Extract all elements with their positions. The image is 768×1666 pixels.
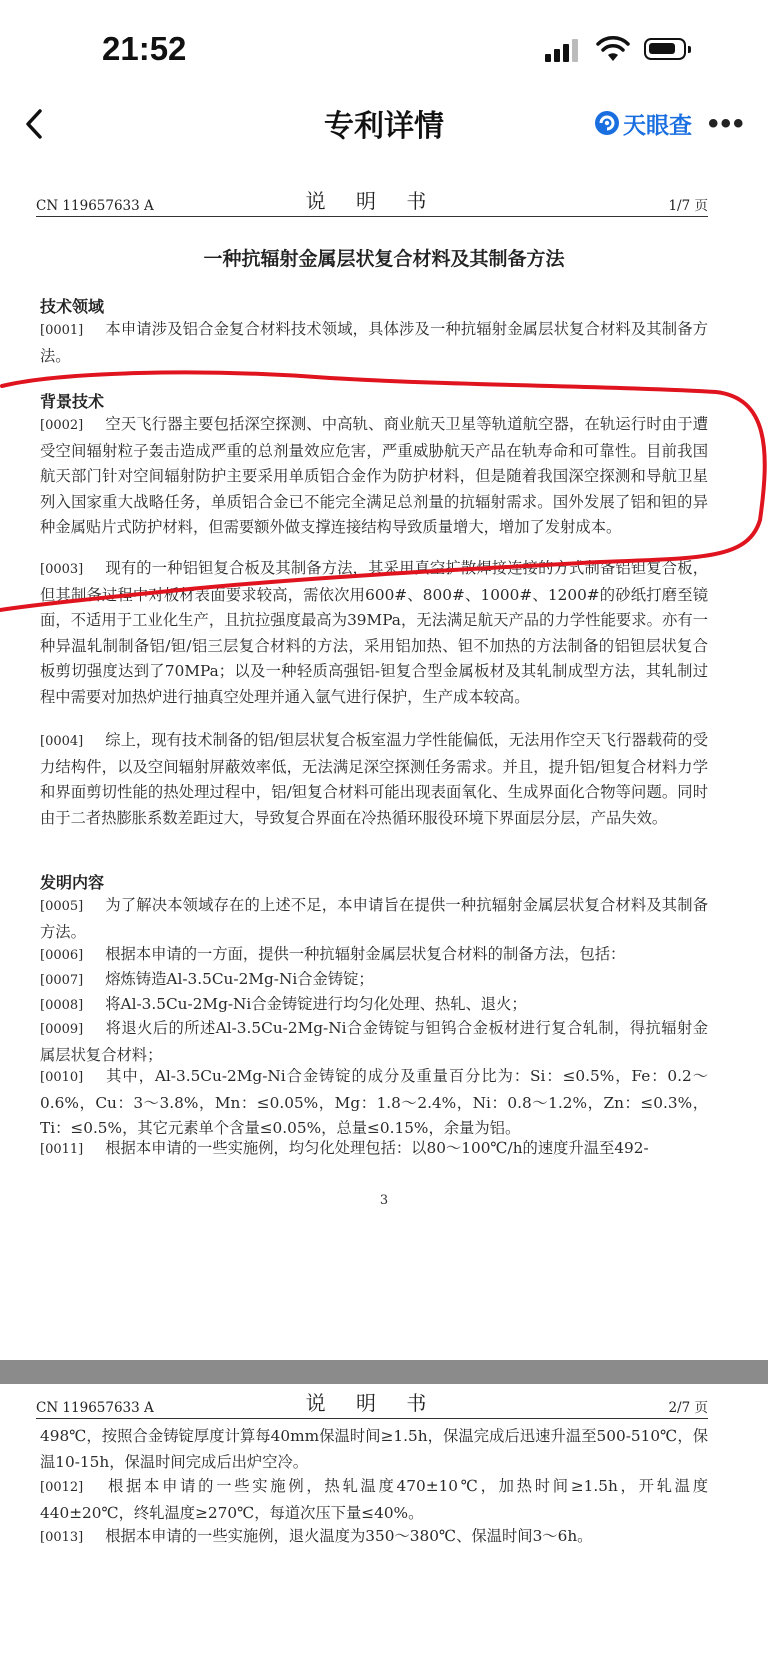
page-indicator: 2/7 页: [668, 1400, 708, 1416]
paragraph-0010: [40, 1064, 708, 1142]
paragraph-0006: [40, 942, 708, 969]
section-heading-background: 背景技术: [40, 392, 105, 411]
document-page-2: [0, 1384, 768, 1666]
paragraph-text: 根据本申请的一方面，提供一种抗辐射金属层状复合材料的制备方法，包括：: [105, 945, 626, 963]
paragraph-number: [0011]: [40, 1142, 84, 1157]
paragraph-0001: [40, 317, 708, 369]
paragraph-text: 将退火后的所述Al-3.5Cu-2Mg-Ni合金铸锭与钽钨合金板材进行复合轧制，得抗辐射金属层状复合材料；: [40, 1019, 708, 1064]
paragraph-0008: [40, 992, 708, 1019]
paragraph-number: [0007]: [40, 973, 84, 988]
page-indicator: 1/7 页: [668, 198, 708, 214]
header-title: 说 明 书: [305, 189, 439, 213]
more-menu-button[interactable]: •••: [708, 107, 746, 140]
paragraph-0004: [40, 728, 708, 831]
paragraph-0002: [40, 412, 708, 541]
paragraph-number: [0006]: [40, 948, 84, 963]
status-time: 21:52: [102, 30, 187, 67]
paragraph-text: 综上，现有技术制备的铝/钽层状复合板室温力学性能偏低，无法用作空天飞行器载荷的受力结构件，以及空间辐射屏蔽效率低，无法满足深空探测任务需求。并且，提升铝/钽复合材料力学和界面剪切性能的热处理过程中，铝/钽复合材料可能出现表面氧化、生成界面化合物等问题。同时由于二者热膨胀系数差距过大，导致复合界面在冷热循环服役环境下界面层分层，产品失效。: [40, 731, 708, 827]
nav-bar: [0, 92, 768, 159]
paragraph-text: 根据本申请的一些实施例，退火温度为350～380℃、保温时间3～6h。: [105, 1527, 593, 1545]
header-title: 说 明 书: [305, 1391, 439, 1415]
cellular-signal-icon: [545, 38, 579, 62]
section-heading-invention: 发明内容: [40, 873, 105, 892]
status-bar: [0, 0, 768, 92]
patent-number: CN 119657633 A: [36, 198, 154, 214]
paragraph-number: [0012]: [40, 1480, 84, 1495]
paragraph-text: 为了解决本领域存在的上述不足，本申请旨在提供一种抗辐射金属层状复合材料及其制备方法。: [40, 896, 708, 941]
paragraph-text: 根据本申请的一些实施例，均匀化处理包括：以80～100℃/h的速度升温至492-: [105, 1139, 649, 1157]
paragraph-0005: [40, 893, 708, 945]
wifi-icon: [596, 35, 630, 63]
paragraph-number: [0009]: [40, 1022, 84, 1037]
paragraph-text: 根据本申请的一些实施例，热轧温度470±10℃，加热时间≥1.5h，开轧温度440±20℃，终轧温度≥270℃，每道次压下量≤40%。: [40, 1477, 708, 1522]
patent-number: CN 119657633 A: [36, 1400, 154, 1416]
paragraph-text: 498℃，按照合金铸锭厚度计算每40mm保温时间≥1.5h，保温完成后迅速升温至500-510℃，保温10-15h，保温时间完成后出炉空冷。: [40, 1427, 708, 1471]
paragraph-0013: [40, 1524, 708, 1551]
document-page-1: [0, 158, 768, 1360]
document-title: 一种抗辐射金属层状复合材料及其制备方法: [203, 248, 565, 270]
page-header: [36, 188, 708, 217]
brand-name: 天眼查: [623, 111, 692, 138]
paragraph-number: [0005]: [40, 899, 84, 914]
paragraph-text: 其中，Al-3.5Cu-2Mg-Ni合金铸锭的成分及重量百分比为：Si：≤0.5%，Fe：0.2～0.6%，Cu：3～3.8%，Mn：≤0.05%，Mg：1.8～2.4%，Ni：0.8～1.2%，Zn：≤0.3%，Ti：≤0.5%，其它元素单个含量≤0.05%，总量≤0.15%，余量为铝。: [40, 1067, 708, 1137]
page-title: 专利详情: [324, 110, 444, 143]
battery-icon: [644, 38, 686, 60]
paragraph-text: 空天飞行器主要包括深空探测、中高轨、商业航天卫星等轨道航空器，在轨运行时由于遭受空间辐射粒子轰击造成严重的总剂量效应危害，严重威胁航天产品在轨寿命和可靠性。目前我国航天部门针对空间辐射防护主要采用单质铝合金作为防护材料，但是随着我国深空探测和导航卫星列入国家重大战略任务，单质铝合金已不能完全满足总剂量的抗辐射需求。国外发展了铝和钽的异种金属贴片式防护材料，但需要额外做支撑连接结构导致质量增大，增加了发射成本。: [40, 415, 708, 536]
paragraph-0007: [40, 967, 708, 994]
tianyancha-logo-icon: [594, 110, 620, 136]
paragraph-number: [0008]: [40, 998, 84, 1013]
page-number: 3: [379, 1193, 389, 1208]
paragraph-text: 本申请涉及铝合金复合材料技术领域，具体涉及一种抗辐射金属层状复合材料及其制备方法。: [40, 320, 708, 365]
paragraph-text: 熔炼铸造Al-3.5Cu-2Mg-Ni合金铸锭；: [105, 970, 374, 988]
paragraph-number: [0013]: [40, 1530, 84, 1545]
paragraph-number: [0001]: [40, 323, 84, 338]
paragraph-text: 将Al-3.5Cu-2Mg-Ni合金铸锭进行均匀化处理、热轧、退火；: [105, 995, 527, 1013]
paragraph-0012: [40, 1474, 708, 1526]
paragraph-number: [0003]: [40, 562, 84, 577]
paragraph-0003: [40, 556, 708, 710]
brand-logo[interactable]: [594, 106, 692, 140]
paragraph-0011: [40, 1136, 708, 1163]
page-header: [36, 1390, 708, 1419]
paragraph-0009: [40, 1016, 708, 1068]
paragraph-text: 现有的一种铝钽复合板及其制备方法，其采用真空扩散焊接连接的方式制备铝钽复合板，但其制备过程中对板材表面要求较高，需依次用600#、800#、1000#、1200#的砂纸打磨至镜面，不适用于工业化生产，且抗拉强度最高为39MPa，无法满足航天产品的力学性能要求。亦有一种异温轧制制备铝/钽/铝三层复合材料的方法，采用铝加热、钽不加热的方法制备的铝钽层状复合板剪切强度达到了70MPa；以及一种轻质高强铝-钽复合型金属板材及其轧制成型方法，其轧制过程中需要对加热炉进行抽真空处理并通入氩气进行保护，生产成本较高。: [40, 559, 708, 706]
section-heading-tech-field: 技术领域: [40, 297, 105, 316]
paragraph-number: [0002]: [40, 418, 84, 433]
page-divider: [0, 1360, 768, 1384]
paragraph-number: [0004]: [40, 734, 84, 749]
paragraph-number: [0010]: [40, 1070, 84, 1085]
paragraph-continued: [40, 1424, 708, 1475]
